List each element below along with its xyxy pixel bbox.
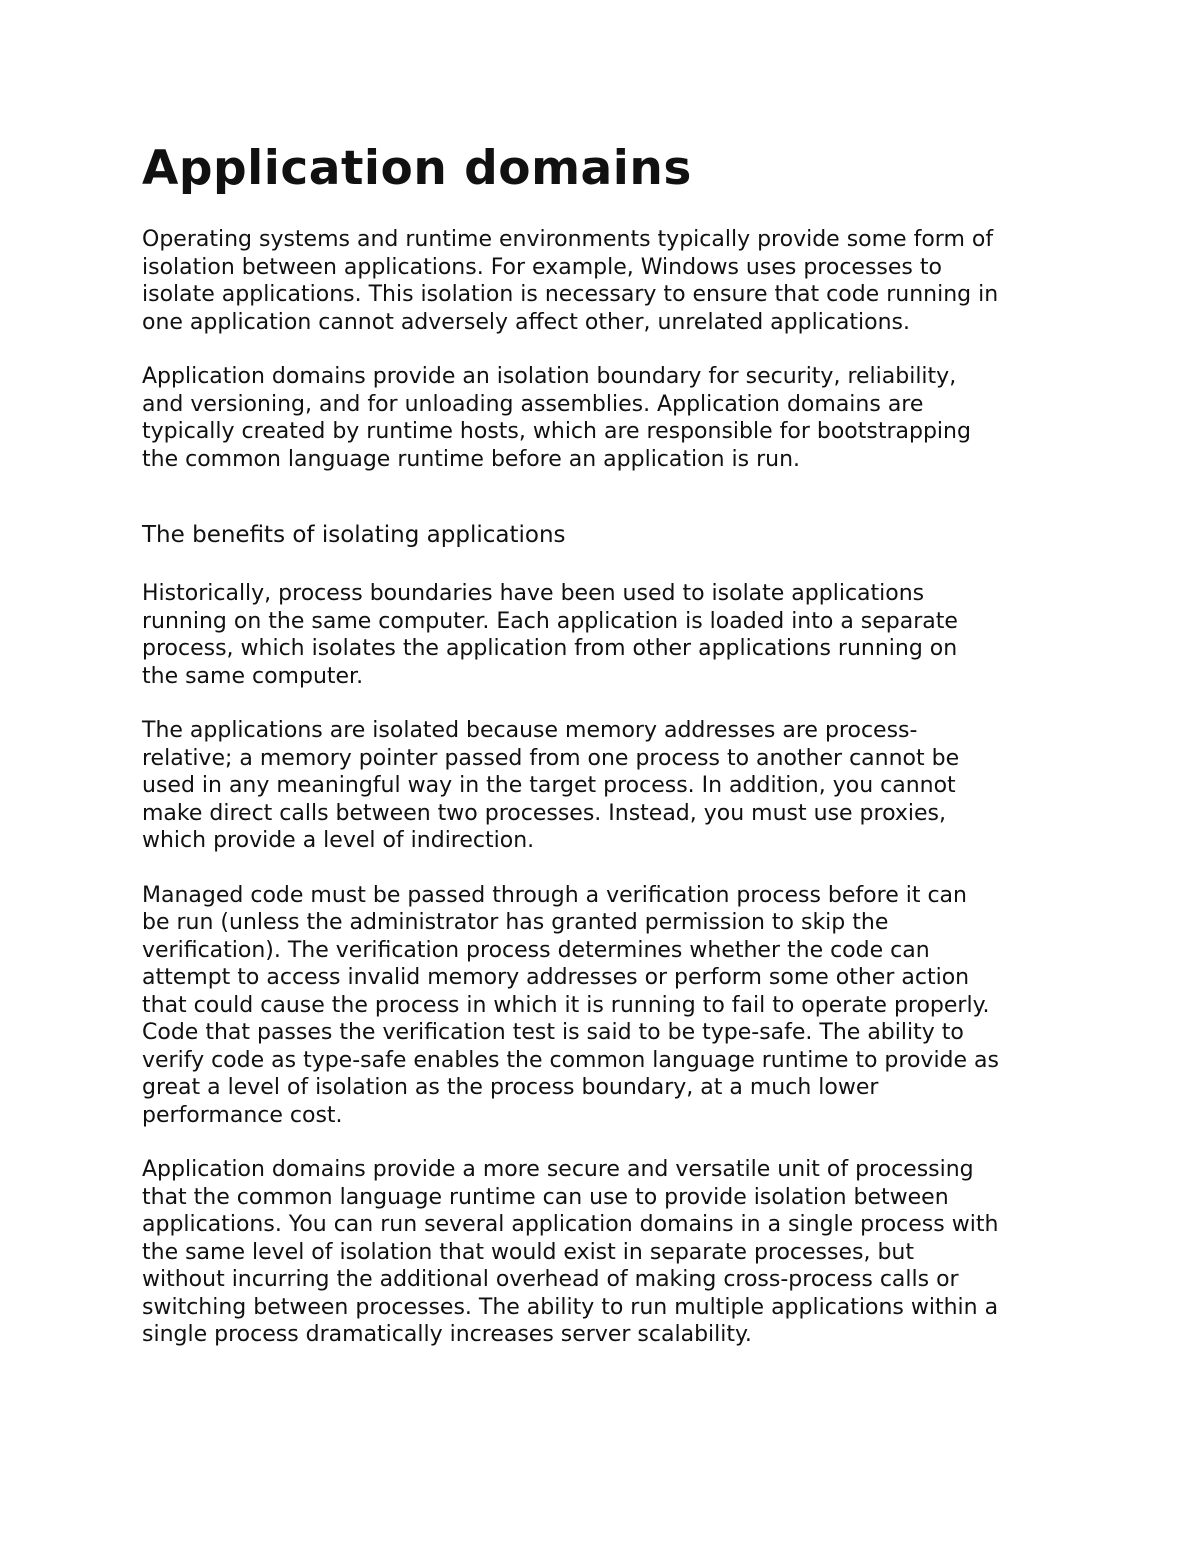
paragraph-line: typically created by runtime hosts, which are responsible for bootstrapping: [142, 419, 971, 444]
section-heading: The benefits of isolating applications: [142, 522, 566, 548]
paragraph-line: Application domains provide an isolation boundary for security, reliability,: [142, 364, 957, 389]
paragraph-line: Historically, process boundaries have been used to isolate applications: [142, 581, 925, 606]
paragraph-line: running on the same computer. Each application is loaded into a separate: [142, 608, 958, 634]
section-paragraph-1: [142, 580, 1072, 690]
paragraph-line: single process dramatically increases server scalability.: [142, 1322, 752, 1347]
paragraph-line: one application cannot adversely affect other, unrelated applications.: [142, 309, 910, 335]
section-paragraph-4: [142, 1156, 1072, 1349]
paragraph-line: and versioning, and for unloading assemblies. Application domains are: [142, 391, 924, 417]
paragraph-line: verify code as type-safe enables the common language runtime to provide as: [142, 1047, 999, 1073]
paragraph-line: the same level of isolation that would exist in separate processes, but: [142, 1239, 914, 1265]
document-body: [142, 138, 1072, 1349]
paragraph-line: the same computer.: [142, 663, 364, 689]
paragraph-line: isolate applications. This isolation is necessary to ensure that code running in: [142, 282, 999, 307]
paragraph-line: Managed code must be passed through a verification process before it can: [142, 882, 967, 908]
paragraph-line: which provide a level of indirection.: [142, 828, 535, 853]
paragraph-line: verification). The verification process determines whether the code can: [142, 937, 930, 963]
paragraph-line: that the common language runtime can use to provide isolation between: [142, 1184, 949, 1210]
paragraph-line: without incurring the additional overhead of making cross-process calls or: [142, 1267, 959, 1292]
paragraph-line: be run (unless the administrator has granted permission to skip the: [142, 910, 889, 935]
paragraph-line: The applications are isolated because memory addresses are process-: [142, 718, 918, 743]
section-paragraph-3: [142, 882, 1072, 1130]
paragraph-line: Application domains provide a more secure and versatile unit of processing: [142, 1157, 974, 1182]
paragraph-line: Operating systems and runtime environments typically provide some form of: [142, 227, 994, 252]
document-title: Application domains: [142, 141, 692, 196]
section-paragraph-2: [142, 717, 1072, 855]
paragraph-line: performance cost.: [142, 1102, 343, 1128]
paragraph-line: the common language runtime before an application is run.: [142, 446, 801, 472]
paragraph-line: relative; a memory pointer passed from one process to another cannot be: [142, 745, 960, 771]
paragraph-line: great a level of isolation as the process boundary, at a much lower: [142, 1075, 879, 1100]
intro-paragraph-1: [142, 226, 1072, 336]
intro-paragraph-2: [142, 363, 1072, 473]
paragraph-line: that could cause the process in which it is running to fail to operate properly.: [142, 992, 990, 1018]
paragraph-line: Code that passes the verification test is said to be type-safe. The ability to: [142, 1020, 964, 1045]
paragraph-line: switching between processes. The ability to run multiple applications within a: [142, 1294, 999, 1320]
paragraph-line: applications. You can run several application domains in a single process with: [142, 1212, 999, 1237]
paragraph-line: isolation between applications. For example, Windows uses processes to: [142, 254, 942, 280]
paragraph-line: attempt to access invalid memory addresses or perform some other action: [142, 965, 970, 990]
paragraph-line: used in any meaningful way in the target process. In addition, you cannot: [142, 773, 956, 798]
paragraph-line: make direct calls between two processes. Instead, you must use proxies,: [142, 800, 946, 826]
paragraph-line: process, which isolates the application from other applications running on: [142, 636, 958, 661]
